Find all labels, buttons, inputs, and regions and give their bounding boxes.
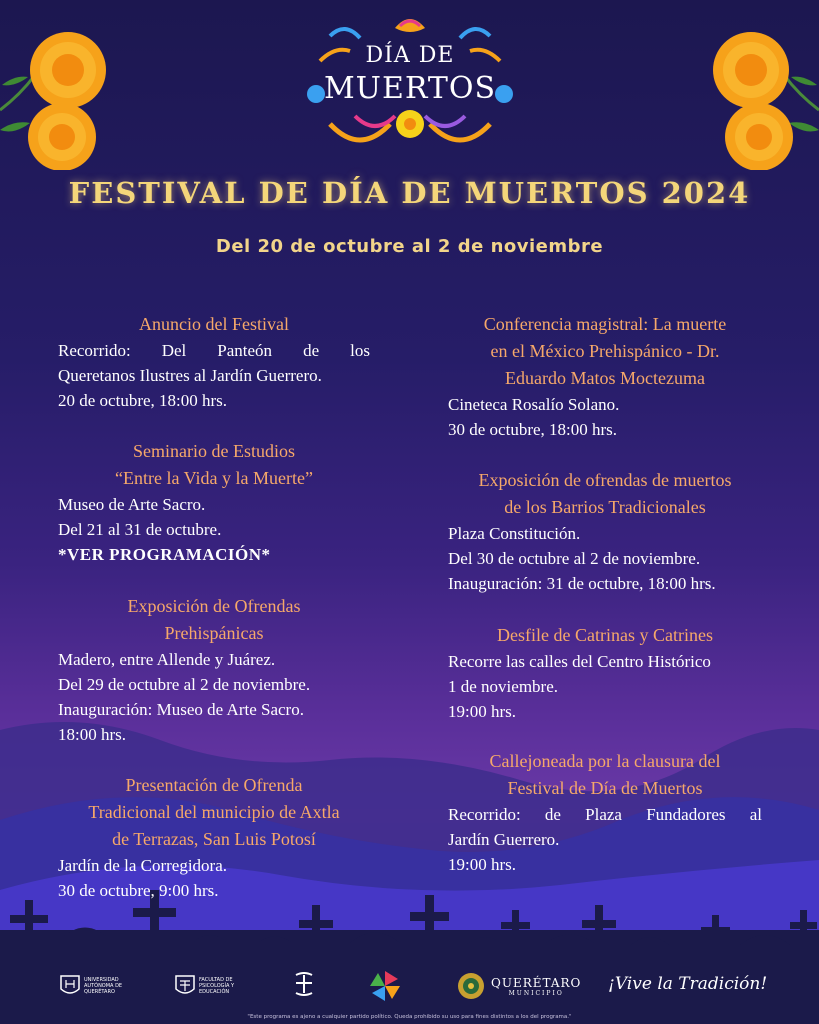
event-detail: 1 de noviembre. (448, 677, 558, 696)
event-detail: Del 21 al 31 de octubre. (58, 520, 222, 539)
event-seminario (58, 438, 370, 567)
partner-mark-icon (292, 971, 316, 1001)
event-exposicion-ofrendas-prehispanicas (58, 593, 370, 747)
fpe-shield-icon (175, 975, 195, 997)
uaq-text: UNIVERSIDAD AUTÓNOMA DE QUERÉTARO (84, 977, 123, 995)
festival-title: FESTIVAL DE DÍA DE MUERTOS 2024 (68, 176, 751, 210)
queretaro-text: QUERÉTARO (491, 975, 582, 990)
event-conferencia-magistral (448, 311, 762, 442)
queretaro-coat-of-arms-icon (456, 971, 486, 1001)
event-detail: Jardín de la Corregidora. (58, 856, 227, 875)
event-title: Callejoneada por la clausura del (489, 751, 721, 771)
event-callejoneada (448, 748, 762, 877)
event-detail: 19:00 hrs. (448, 855, 516, 874)
partner-logo-2 (368, 968, 402, 1004)
uaq-shield-icon (60, 975, 80, 997)
event-title: Exposición de ofrendas de muertos (478, 470, 732, 490)
event-title: “Entre la Vida y la Muerte” (115, 468, 313, 488)
event-desfile-catrinas (448, 622, 762, 724)
event-detail: 20 de octubre, 18:00 hrs. (58, 391, 228, 410)
event-title: Desfile de Catrinas y Catrines (497, 625, 713, 645)
event-title: Seminario de Estudios (133, 441, 295, 461)
logo-line2: MUERTOS (323, 71, 497, 106)
event-detail: Inauguración: 31 de octubre, 18:00 hrs. (448, 574, 716, 593)
event-title: Conferencia magistral: La muerte (483, 314, 727, 334)
event-exposicion-barrios (448, 467, 762, 596)
pinwheel-icon (368, 969, 402, 1003)
uaq-logo (60, 968, 124, 1004)
event-detail: Museo de Arte Sacro. (58, 495, 206, 514)
event-detail: Del 29 de octubre al 2 de noviembre. (58, 675, 311, 694)
event-anuncio-festival (58, 311, 370, 413)
event-detail: Plaza Constitución. (448, 524, 581, 543)
event-title: Exposición de Ofrendas (127, 596, 301, 616)
event-title: Eduardo Matos Moctezuma (505, 368, 705, 388)
fpe-text: FACULTAD DE PSICOLOGÍA Y EDUCACIÓN (199, 977, 235, 995)
event-title: en el México Prehispánico - Dr. (490, 341, 720, 361)
event-title: Tradicional del municipio de Axtla (88, 802, 340, 822)
event-detail: Del 30 de octubre al 2 de noviembre. (448, 549, 701, 568)
event-detail: 30 de octubre, 9:00 hrs. (58, 881, 219, 900)
event-detail: Recorrido: Del Panteón de los (58, 341, 370, 360)
municipio-text: MUNICIPIO (508, 989, 564, 997)
fpe-logo (175, 968, 239, 1004)
event-detail: Recorrido: de Plaza Fundadores al (448, 805, 762, 824)
event-detail: Queretanos Ilustres al Jardín Guerrero. (58, 366, 322, 385)
event-title: Festival de Día de Muertos (507, 778, 703, 798)
logo-line1: DÍA DE (365, 43, 455, 68)
event-detail: 18:00 hrs. (58, 725, 126, 744)
event-presentacion-ofrenda-axtla (58, 772, 370, 903)
event-title: Prehispánicas (164, 623, 264, 643)
festival-dates: Del 20 de octubre al 2 de noviembre (215, 236, 604, 257)
event-detail: Jardín Guerrero. (448, 830, 560, 849)
queretaro-municipio-logo (456, 968, 581, 1004)
event-detail: 19:00 hrs. (448, 702, 516, 721)
event-title: de los Barrios Tradicionales (504, 497, 706, 517)
event-detail: Recorre las calles del Centro Histórico (448, 652, 711, 671)
event-detail: Cineteca Rosalío Solano. (448, 395, 620, 414)
partner-logo-1 (292, 968, 316, 1004)
ver-programacion-link[interactable]: *VER PROGRAMACIÓN* (58, 545, 271, 564)
event-detail: 30 de octubre, 18:00 hrs. (448, 420, 618, 439)
disclaimer: "Este programa es ajeno a cualquier partido político. Queda prohibido su uso para fines distintos a los del programa." (247, 1014, 572, 1020)
event-title: Presentación de Ofrenda (125, 775, 303, 795)
dia-de-muertos-logo (300, 6, 520, 156)
event-detail: Inauguración: Museo de Arte Sacro. (58, 700, 304, 719)
event-title: de Terrazas, San Luis Potosí (112, 829, 316, 849)
event-detail: Madero, entre Allende y Juárez. (58, 650, 276, 669)
event-title: Anuncio del Festival (139, 314, 289, 334)
slogan: ¡Vive la Tradición! (608, 974, 768, 994)
marigold-left-decoration (0, 15, 110, 170)
marigold-right-decoration (709, 15, 819, 170)
